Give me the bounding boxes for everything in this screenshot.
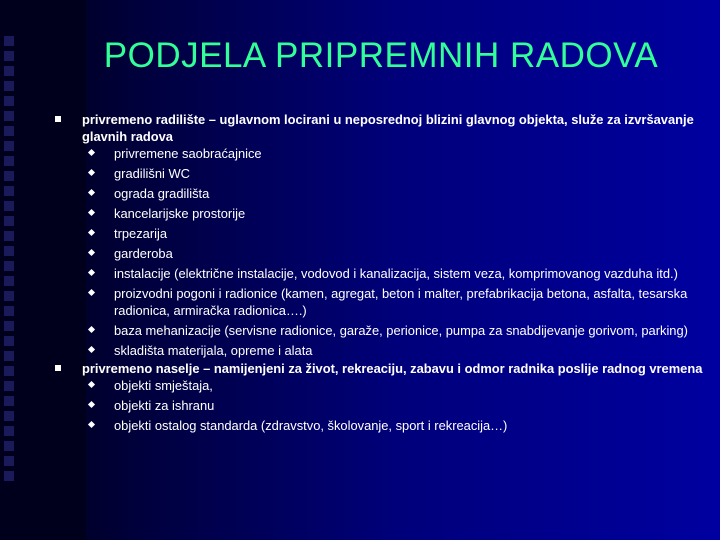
decorative-square (4, 171, 14, 181)
decorative-square (4, 141, 14, 151)
decorative-square (4, 321, 14, 331)
list-item-text: instalacije (električne instalacije, vodovod i kanalizacija, sistem veza, komprimovanog vazduha itd.) (114, 266, 678, 281)
decorative-square (4, 66, 14, 76)
section-heading (50, 360, 710, 377)
decorative-square (4, 471, 14, 481)
decorative-square-column (4, 36, 20, 481)
decorative-square (4, 411, 14, 421)
decorative-square (4, 51, 14, 61)
decorative-square (4, 426, 14, 436)
list-item-text: gradilišni WC (114, 166, 190, 181)
list-item-text: objekti za ishranu (114, 398, 215, 413)
diamond-bullet-icon (88, 269, 95, 276)
decorative-square (4, 291, 14, 301)
diamond-bullet-icon (88, 421, 95, 428)
diamond-bullet-icon (88, 149, 95, 156)
list-item (50, 397, 710, 414)
diamond-bullet-icon (88, 401, 95, 408)
diamond-bullet-icon (88, 249, 95, 256)
list-item (50, 377, 710, 394)
decorative-square (4, 111, 14, 121)
decorative-square (4, 261, 14, 271)
list-item (50, 145, 710, 162)
list-item (50, 342, 710, 359)
list-item-text: garderoba (114, 246, 173, 261)
decorative-square (4, 441, 14, 451)
decorative-square (4, 156, 14, 166)
decorative-square (4, 231, 14, 241)
list-item (50, 245, 710, 262)
section-heading-text: privremeno naselje – namijenjeni za život, rekreaciju, zabavu i odmor radnika poslije radnog vremena (82, 361, 703, 376)
diamond-bullet-icon (88, 289, 95, 296)
slide-body (50, 111, 710, 434)
diamond-bullet-icon (88, 346, 95, 353)
decorative-square (4, 351, 14, 361)
diamond-bullet-icon (88, 326, 95, 333)
decorative-square (4, 276, 14, 286)
decorative-square (4, 216, 14, 226)
list-item-text: objekti smještaja, (114, 378, 213, 393)
list-item (50, 322, 710, 339)
section-heading-text: privremeno radilište – uglavnom locirani u neposrednoj blizini glavnog objekta, služe za izvršavanje glavnih radova (82, 112, 694, 144)
diamond-bullet-icon (88, 381, 95, 388)
decorative-square (4, 126, 14, 136)
list-item-text: trpezarija (114, 226, 168, 241)
decorative-square (4, 366, 14, 376)
decorative-square (4, 336, 14, 346)
section-heading (50, 111, 710, 145)
list-item (50, 185, 710, 202)
list-item-text: skladišta materijala, opreme i alata (114, 343, 313, 358)
list-item-text: ograda gradilišta (114, 186, 210, 201)
diamond-bullet-icon (88, 189, 95, 196)
decorative-square (4, 306, 14, 316)
decorative-square (4, 81, 14, 91)
diamond-bullet-icon (88, 229, 95, 236)
square-bullet-icon (55, 365, 61, 371)
decorative-square (4, 201, 14, 211)
list-item (50, 205, 710, 222)
list-item (50, 285, 710, 319)
diamond-bullet-icon (88, 169, 95, 176)
diamond-bullet-icon (88, 209, 95, 216)
decorative-square (4, 36, 14, 46)
decorative-square (4, 381, 14, 391)
decorative-square (4, 396, 14, 406)
list-item (50, 417, 710, 434)
decorative-square (4, 456, 14, 466)
decorative-square (4, 186, 14, 196)
list-item-text: kancelarijske prostorije (114, 206, 246, 221)
decorative-square (4, 96, 14, 106)
list-item (50, 265, 710, 282)
list-item-text: baza mehanizacije (servisne radionice, garaže, perionice, pumpa za snabdijevanje gorivom, parking) (114, 323, 688, 338)
list-item-text: objekti ostalog standarda (zdravstvo, školovanje, sport i rekreacija…) (114, 418, 508, 433)
list-item (50, 225, 710, 242)
list-item-text: proizvodni pogoni i radionice (kamen, agregat, beton i malter, prefabrikacija betona, asfalta, tesarska radionica, armiračka radionica….) (114, 286, 688, 318)
slide-title: PODJELA PRIPREMNIH RADOVA (103, 36, 659, 75)
list-item (50, 165, 710, 182)
square-bullet-icon (55, 116, 61, 122)
list-item-text: privremene saobraćajnice (114, 146, 262, 161)
decorative-square (4, 246, 14, 256)
